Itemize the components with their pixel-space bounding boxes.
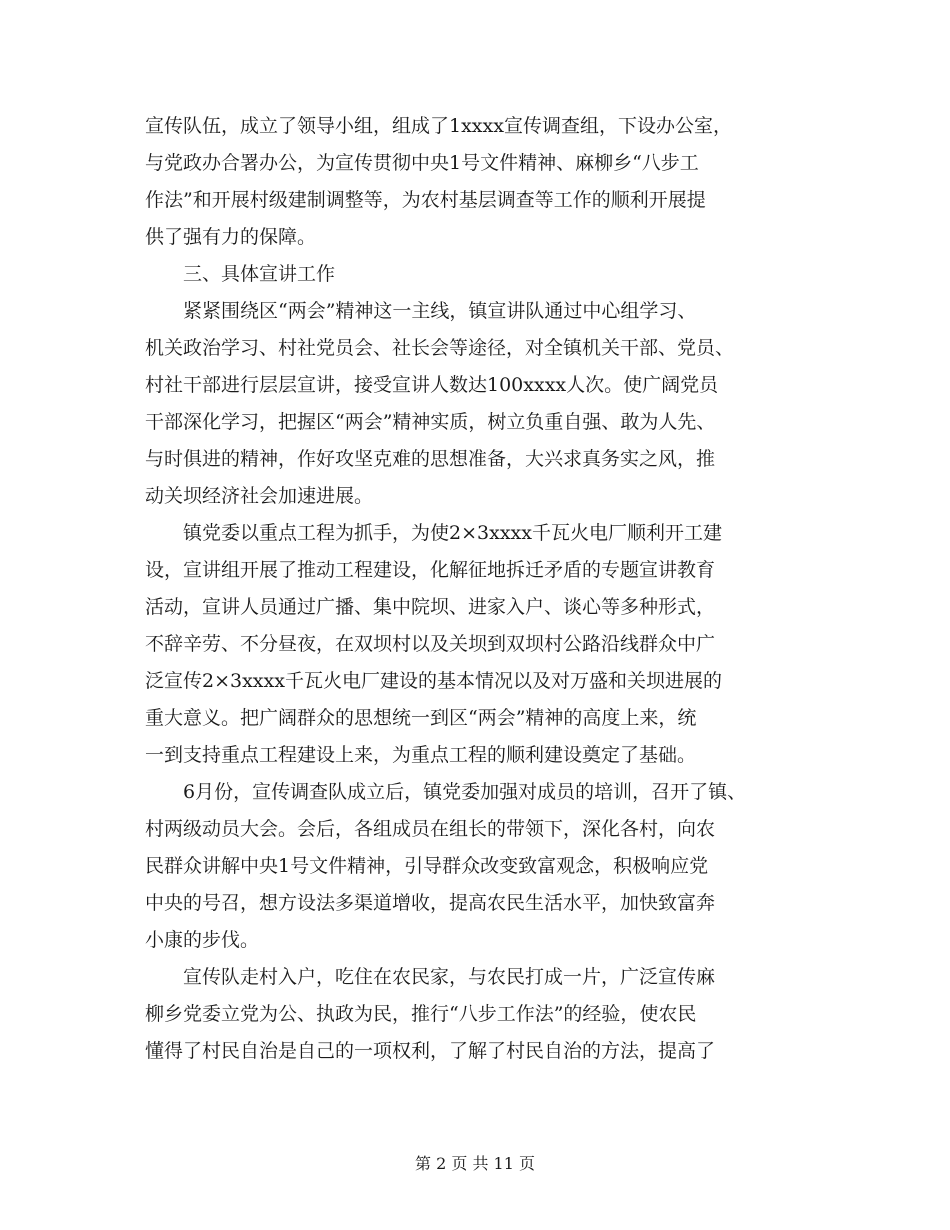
text-line: 重大意义。把广阔群众的思想统一到区“两会”精神的高度上来，统	[145, 707, 697, 729]
text-line: 与党政办合署办公，为宣传贯彻中央1号文件精神、麻柳乡“八步工	[145, 152, 699, 174]
text-line: 设，宣讲组开展了推动工程建设，化解征地拆迁矛盾的专题宣讲教育	[145, 559, 716, 581]
text-line: 与时俱进的精神，作好攻坚克难的思想准备，大兴求真务实之风，推	[145, 448, 716, 470]
text-line: 民群众讲解中央1号文件精神，引导群众改变致富观念，积极响应党	[145, 855, 709, 877]
text-line: 不辞辛劳、不分昼夜，在双坝村以及关坝到双坝村公路沿线群众中广	[145, 633, 716, 655]
text-line: 紧紧围绕区“两会”精神这一主线，镇宣讲队通过中心组学习、	[145, 300, 697, 322]
section-heading: 三、具体宣讲工作	[145, 263, 336, 285]
text-line: 村社干部进行层层宣讲，接受宣讲人数达100xxxx人次。使广阔党员	[145, 374, 719, 396]
text-line: 供了强有力的保障。	[145, 226, 317, 248]
text-line: 动关坝经济社会加速进展。	[145, 485, 374, 507]
page-footer	[0, 1152, 950, 1176]
text-line: 柳乡党委立党为公、执政为民，推行“八步工作法”的经验，使农民	[145, 1003, 697, 1025]
text-line: 泛宣传2×3xxxx千瓦火电厂建设的基本情况以及对万盛和关坝进展的	[145, 670, 722, 692]
text-line: 小康的步伐。	[145, 929, 260, 951]
text-line: 一到支持重点工程建设上来，为重点工程的顺利建设奠定了基础。	[145, 744, 697, 766]
text-line: 镇党委以重点工程为抓手，为使2×3xxxx千瓦火电厂顺利开工建	[145, 522, 722, 544]
text-line: 6月份，宣传调查队成立后，镇党委加强对成员的培训，召开了镇、	[145, 781, 747, 803]
text-line: 宣传队走村入户，吃住在农民家，与农民打成一片，广泛宣传麻	[145, 966, 716, 988]
page-number-label: 第 2 页 共 11 页	[415, 1154, 535, 1173]
text-line: 干部深化学习，把握区“两会”精神实质，树立负重自强、敢为人先、	[145, 411, 716, 433]
text-line: 作法”和开展村级建制调整等，为农村基层调查等工作的顺利开展提	[145, 189, 706, 211]
text-line: 村两级动员大会。会后，各组成员在组长的带领下，深化各村，向农	[145, 818, 716, 840]
text-line: 宣传队伍，成立了领导小组，组成了1xxxx宣传调查组，下设办公室，	[145, 115, 732, 137]
text-line: 机关政治学习、村社党员会、社长会等途径，对全镇机关干部、党员、	[145, 337, 735, 359]
document-body	[145, 108, 825, 1070]
text-line: 懂得了村民自治是自己的一项权利，了解了村民自治的方法，提高了	[145, 1040, 716, 1062]
text-line: 活动，宣讲人员通过广播、集中院坝、进家入户、谈心等多种形式，	[145, 596, 716, 618]
text-line: 中央的号召，想方设法多渠道增收，提高农民生活水平，加快致富奔	[145, 892, 716, 914]
